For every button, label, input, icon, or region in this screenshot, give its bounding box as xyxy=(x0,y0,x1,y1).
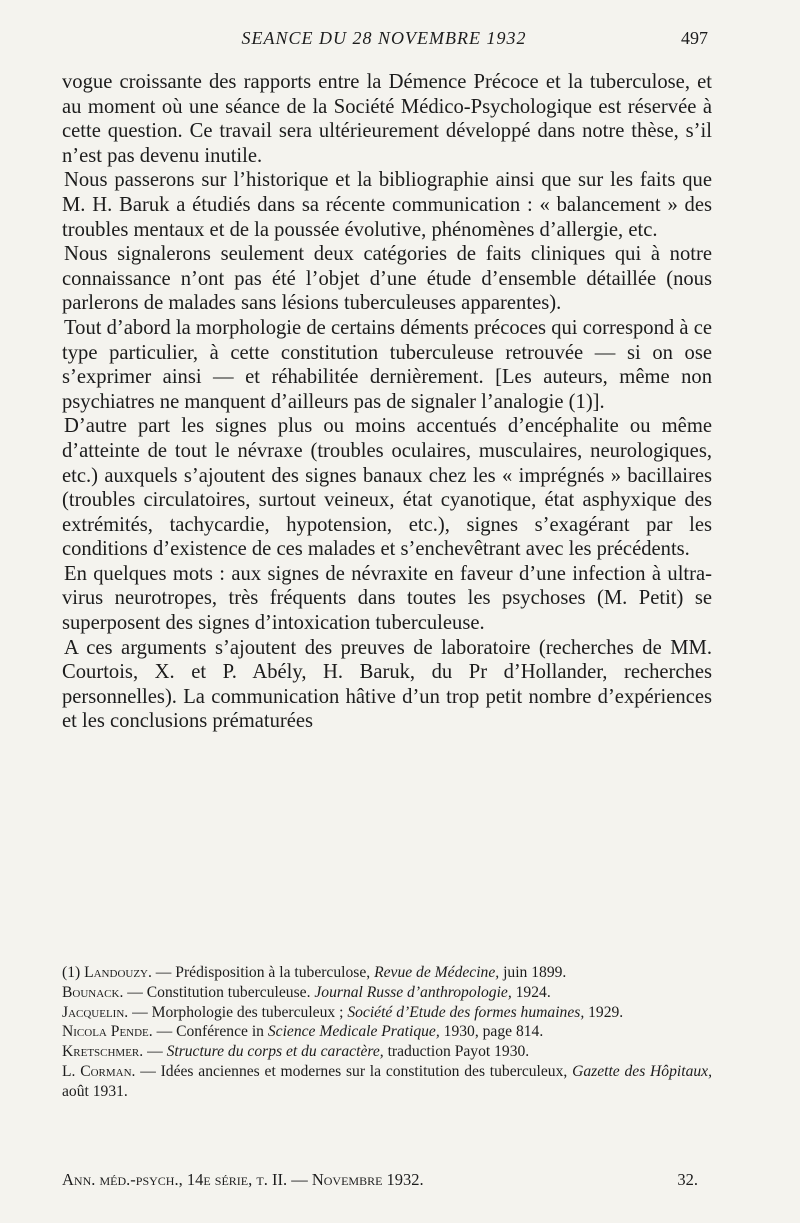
footnote xyxy=(62,1042,712,1062)
footnote-text: — Idées anciennes et modernes sur la constitution des tuberculeux, xyxy=(135,1062,573,1080)
footnote-author: Nicola Pende. xyxy=(62,1023,153,1041)
paragraph: Nous passerons sur l’historique et la bibliographie ainsi que sur les faits que M. H. Baruk a étudiés dans sa récente communication : « balancement » des troubles mentaux et de la poussée évolutive, phénomènes d’allergie, etc. xyxy=(62,169,712,241)
footnote-author: L. Corman. xyxy=(62,1062,136,1080)
footnote-source: Science Medicale Pratique, xyxy=(267,1023,440,1041)
footnote xyxy=(62,983,712,1003)
footnote xyxy=(62,1022,712,1042)
publication-line: Ann. méd.-psych., 14e série, t. II. — Novembre 1932. xyxy=(62,1170,424,1189)
footnote-author: Bounack. xyxy=(62,983,124,1001)
footnote-source: Revue de Médecine, xyxy=(374,964,500,981)
footnote-text: — Prédisposition à la tuberculose, xyxy=(151,964,375,981)
footnote-source: Structure du corps et du caractère, xyxy=(166,1043,384,1061)
body-text xyxy=(62,70,712,734)
footnote xyxy=(62,1062,712,1102)
paragraph: A ces arguments s’ajoutent des preuves de laboratoire (recherches de MM. Courtois, X. et P. Abély, H. Baruk, du Pr d’Hollander, recherches personnelles). La communication hâtive d’un trop petit nombre d’expériences et les conclusions prématurées xyxy=(62,636,712,733)
footnote-source: Gazette des Hôpitaux, xyxy=(572,1062,712,1080)
footnote-author: Jacquelin. xyxy=(62,1003,129,1021)
paragraph: Tout d’abord la morphologie de certains déments précoces qui correspond à ce type particulier, à cette constitution tuberculeuse retrouvée — si on ose s’exprimer ainsi — et réhabilitée dernièrement. [Les auteurs, même non psychiatres ne manquent d’ailleurs pas de signaler l’analogie (1)]. xyxy=(62,316,712,413)
footnote-source: Journal Russe d’anthropologie, xyxy=(314,983,512,1001)
footnotes xyxy=(62,963,712,1102)
footnote-text: — xyxy=(143,1043,167,1061)
paragraph: Nous signalerons seulement deux catégories de faits cliniques qui à notre connaissance n’ont pas été l’objet d’une étude d’ensemble détaillée (nous parlerons de malades sans lésions tuberculeuses apparentes). xyxy=(62,243,712,315)
running-title: SEANCE DU 28 NOVEMBRE 1932 xyxy=(241,28,527,48)
footnote-author: (1) Landouzy. xyxy=(62,964,152,981)
footnote-tail: 1929. xyxy=(584,1003,624,1021)
page-number: 497 xyxy=(681,28,708,48)
footnote-text: — Constitution tuberculeuse. xyxy=(123,983,315,1001)
footnote-tail: 1924. xyxy=(511,983,551,1001)
footnote xyxy=(62,1003,712,1023)
footnote-text: — Morphologie des tuberculeux ; xyxy=(128,1003,348,1021)
footnote-tail: juin 1899. xyxy=(499,964,567,981)
footnote-text: — Conférence in xyxy=(152,1023,268,1041)
running-header xyxy=(60,28,708,56)
signature-mark: 32. xyxy=(677,1170,698,1189)
paragraph: vogue croissante des rapports entre la Démence Précoce et la tuberculose, et au moment où une séance de la Société Médico-Psychologique est réservée à cette question. Ce travail sera ultérieurement développé dans notre thèse, s’il n’est pas devenu inutile. xyxy=(62,71,712,167)
footnote-source: Société d’Etude des formes humaines, xyxy=(347,1003,585,1021)
footnote-tail: 1930, page 814. xyxy=(439,1023,544,1041)
paragraph: En quelques mots : aux signes de névraxite en faveur d’une infection à ultra-virus neurotropes, très fréquents dans toutes les psychoses (M. Petit) se superposent des signes d’intoxication tuberculeuse. xyxy=(62,562,712,635)
footnote-tail: traduction Payot 1930. xyxy=(383,1043,530,1061)
paragraph: D’autre part les signes plus ou moins accentués d’encéphalite ou même d’atteinte de tout le névraxe (troubles oculaires, musculaires, neurologiques, etc.) auxquels s’ajoutent des signes banaux chez les « imprégnés » bacillaires (troubles circulatoires, surtout veineux, état cyanotique, état asphyxique des extrémités, tachycardie, hypotension, etc.), signes s’exagérant par les conditions d’existence de ces malades et s’enchevêtrant avec les précédents. xyxy=(62,415,712,561)
footnote-author: Kretschmer. xyxy=(62,1043,144,1061)
footnote xyxy=(62,963,712,983)
footnote-tail: août 1931. xyxy=(62,1082,128,1100)
